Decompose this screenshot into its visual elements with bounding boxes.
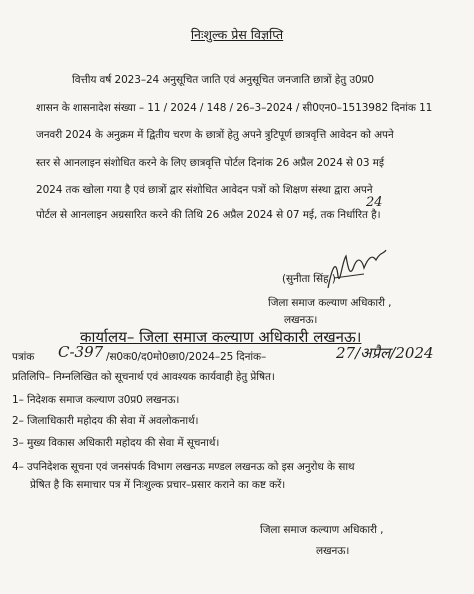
body-line-4: स्तर से आनलाइन संशोधित करने के लिए छात्रवृत्ति पोर्टल दिनांक 26 अप्रैल 2024 से 03 मई [36, 157, 384, 169]
signatory-place-1: लखनऊ। [284, 314, 318, 326]
copy-item-1: 1– निदेशक समाज कल्याण उ0प्र0 लखनऊ। [12, 394, 180, 406]
signatory-designation-2: जिला समाज कल्याण अधिकारी , [260, 524, 384, 536]
copy-item-4: 4– उपनिदेशक सूचना एवं जनसंपर्क विभाग लखनऊ मण्डल लखनऊ को इस अनुरोध के साथ [12, 461, 355, 473]
document-title: निःशुल्क प्रेस विज्ञप्ति [190, 27, 284, 42]
signatory-name: (सुनीता सिंह ) [282, 273, 336, 285]
copy-item-3: 3– मुख्य विकास अधिकारी महोदय की सेवा में सूचनार्थ। [12, 437, 220, 449]
signatory-place-2: लखनऊ। [316, 545, 350, 557]
body-line-5: 2024 तक खोला गया है एवं छात्रों द्वार संशोधित आवेदन पत्रों को शिक्षण संस्था द्वारा अपने [36, 184, 373, 196]
letter-ref-number: C-397 [58, 343, 104, 361]
copy-line: प्रतिलिपि– निम्नलिखित को सूचनार्थ एवं आवश्यक कार्यवाही हेतु प्रेषित। [12, 371, 275, 383]
office-heading: कार्यालय– जिला समाज कल्याण अधिकारी लखनऊ। [80, 328, 362, 346]
signatory-designation-1: जिला समाज कल्याण अधिकारी , [268, 297, 392, 309]
handwritten-insert: 24 [366, 195, 383, 210]
copy-item-4-cont: प्रेषित है कि समाचार पत्र में निःशुल्क प्रचार–प्रसार कराने का कष्ट करें। [30, 479, 286, 491]
letter-ref-date: 27/अप्रैल/2024 [336, 344, 434, 362]
letter-ref-middle: /स0क0/द0मो0छा0/2024–25 दिनांक– [106, 351, 267, 363]
copy-item-2: 2– जिलाधिकारी महोदय की सेवा में अवलोकनार्थ। [12, 415, 199, 427]
body-line-3: जनवरी 2024 के अनुक्रम में द्वितीय चरण के छात्रों हेतु अपने त्रुटिपूर्ण छात्रवृत्ति आवेदन को अपने [36, 129, 394, 141]
body-line-6: पोर्टल से आनलाइन अग्रसारित करने की तिथि 26 अप्रैल 2024 से 07 मई, तक निर्धारित है। [36, 209, 381, 221]
body-line-1: वित्तीय वर्ष 2023–24 अनुसूचित जाति एवं अनुसूचित जनजाति छात्रों हेतु उ0प्र0 [72, 74, 375, 86]
body-line-2: शासन के शासनादेश संख्या – 11 / 2024 / 148 / 26–3–2024 / सी0एन0–1513982 दिनांक 11 [36, 102, 433, 114]
letter-ref-prefix: पत्रांक [12, 351, 35, 363]
